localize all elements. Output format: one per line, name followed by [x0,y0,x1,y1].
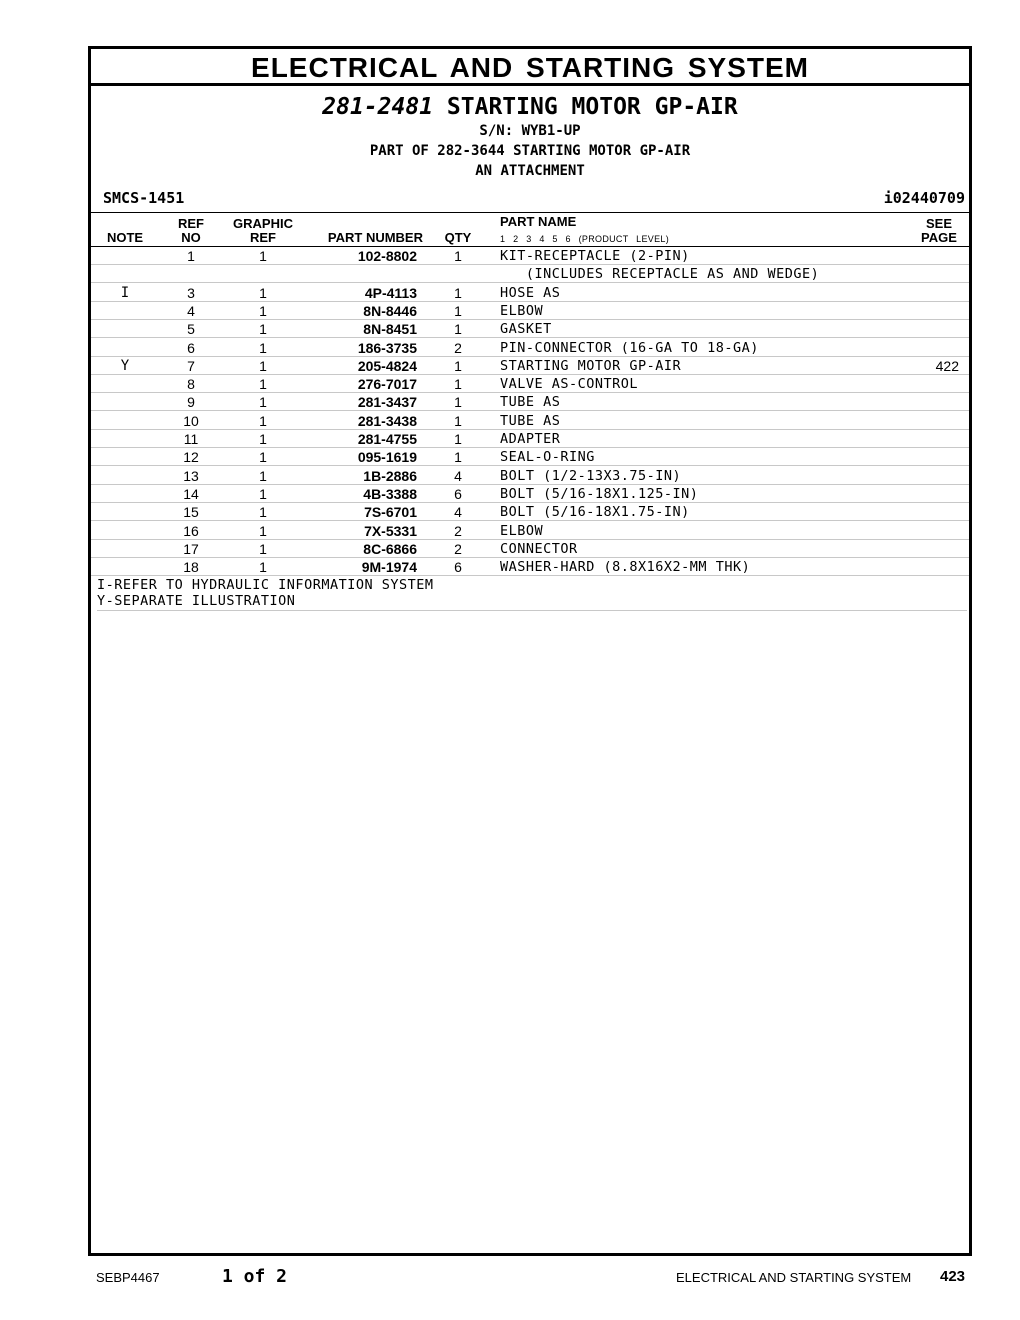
row-part-number: 205-4824 [357,357,417,374]
row-see-page [911,485,959,503]
row-graphic-ref: 1 [259,302,267,319]
row-see-page [911,339,959,357]
row-ref-no: 8 [187,376,195,393]
row-graphic-ref: 1 [259,540,267,557]
row-part-name: ADAPTER [500,431,561,447]
row-part-name: BOLT (5/16-18X1.125-IN) [500,485,699,502]
row-note: Y [120,357,130,374]
row-ref-no: 11 [183,431,199,447]
row-part-name: STARTING MOTOR GP-AIR [500,357,682,374]
row-see-page: 422 [935,357,959,374]
row-part-name: KIT-RECEPTACLE (2-PIN) [500,248,690,264]
row-ref-no: 14 [183,485,199,502]
row-note [101,247,149,265]
row-part-name: (INCLUDES RECEPTACLE AS AND WEDGE) [500,266,820,283]
table-row [91,320,969,338]
row-qty: 1 [454,431,462,447]
row-graphic-ref: 1 [259,357,267,374]
row-qty: 1 [454,394,462,411]
row-see-page [911,522,959,540]
table-row [91,265,969,283]
row-see-page [911,430,959,448]
row-note [101,448,149,466]
row-ref-no [167,265,215,283]
row-note: I [120,284,130,301]
row-see-page [911,558,959,576]
row-part-number [311,265,417,283]
row-note [101,467,149,485]
header-graphic-bottom: REF [250,230,276,245]
header-graphic-top: GRAPHIC [233,216,293,231]
page-frame [88,46,972,1256]
row-part-number: 102-8802 [357,248,417,264]
smcs-code: SMCS-1451 [103,189,185,207]
row-part-name: ELBOW [500,522,544,539]
row-part-name: SEAL-O-RING [500,449,595,466]
row-part-name: BOLT (5/16-18X1.75-IN) [500,504,690,521]
table-row [91,522,969,540]
table-row [91,448,969,466]
illustration-id: i02440709 [883,189,965,207]
row-graphic-ref: 1 [259,248,267,264]
header-note: NOTE [106,230,144,245]
row-see-page [911,302,959,320]
row-part-name: WASHER-HARD (8.8X16X2-MM THK) [500,559,751,576]
row-qty: 6 [454,559,462,576]
row-part-name: BOLT (1/2-13X3.75-IN) [500,467,682,484]
row-note [101,522,149,540]
table-row [91,393,969,411]
table-row [91,375,969,393]
part-of-line: PART OF 282-3644 STARTING MOTOR GP-AIR [369,143,691,159]
row-see-page [911,503,959,521]
attachment-line: AN ATTACHMENT [475,163,585,179]
row-note [101,430,149,448]
row-part-name: PIN-CONNECTOR (16-GA TO 18-GA) [500,339,759,356]
row-see-page [911,448,959,466]
row-ref-no: 5 [187,321,195,338]
row-qty: 6 [454,485,462,502]
row-qty: 1 [454,412,462,429]
row-part-number: 095-1619 [357,449,417,466]
row-ref-no: 17 [183,540,199,557]
row-ref-no: 9 [187,394,195,411]
row-part-name: HOSE AS [500,284,561,301]
table-row [91,302,969,320]
group-title [91,92,969,122]
header-ref-bottom: NO [181,230,201,245]
header-part-name: PART NAME [500,214,577,229]
table-row [91,284,969,302]
table-row [91,357,969,375]
footer-section: ELECTRICAL AND STARTING SYSTEM [676,1270,912,1285]
row-qty: 4 [454,504,462,521]
note-line: Y-SEPARATE ILLUSTRATION [97,593,296,609]
row-part-number: 4P-4113 [364,284,417,301]
row-qty: 2 [454,339,462,356]
row-qty: 1 [454,376,462,393]
row-note [101,503,149,521]
note-line: I-REFER TO HYDRAULIC INFORMATION SYSTEM [97,577,434,593]
row-qty: 1 [454,302,462,319]
row-note [101,339,149,357]
row-note [101,485,149,503]
row-graphic-ref [239,265,287,283]
notes-block [97,577,967,611]
row-part-name: CONNECTOR [500,540,578,557]
row-ref-no: 7 [187,357,195,374]
row-part-name: TUBE AS [500,394,561,411]
row-qty: 1 [454,357,462,374]
table-row [91,503,969,521]
row-ref-no: 6 [187,339,195,356]
row-note [101,375,149,393]
header-product-levels: 1 2 3 4 5 6 (PRODUCT LEVEL) [500,234,669,244]
table-row [91,558,969,576]
row-graphic-ref: 1 [259,431,267,447]
row-note [101,302,149,320]
header-divider [91,212,969,213]
row-part-number: 281-4755 [357,431,417,447]
row-note [101,540,149,558]
row-see-page [911,320,959,338]
row-note [101,265,149,283]
row-ref-no: 1 [187,248,195,264]
row-see-page [911,540,959,558]
row-note [101,412,149,430]
row-graphic-ref: 1 [259,321,267,338]
row-graphic-ref: 1 [259,394,267,411]
row-part-number: 281-3438 [357,412,417,429]
row-qty: 1 [454,321,462,338]
row-graphic-ref: 1 [259,412,267,429]
row-graphic-ref: 1 [259,467,267,484]
row-ref-no: 12 [183,449,199,466]
row-qty: 1 [454,248,462,264]
group-part-number: 281-2481 [322,94,434,120]
row-part-number: 8C-6866 [363,540,417,557]
row-note [101,320,149,338]
group-name: STARTING MOTOR GP-AIR [446,94,738,120]
row-graphic-ref: 1 [259,376,267,393]
row-see-page [911,247,959,265]
row-see-page [911,284,959,302]
header-part-number: PART NUMBER [327,230,423,245]
table-row [91,247,969,265]
row-note [101,558,149,576]
row-part-number: 186-3735 [357,339,417,356]
row-ref-no: 15 [183,504,199,521]
row-part-name: GASKET [500,321,552,338]
row-graphic-ref: 1 [259,449,267,466]
row-part-number: 281-3437 [357,394,417,411]
row-part-number: 276-7017 [357,376,417,393]
row-qty: 2 [454,540,462,557]
footer-page-of: 1 of 2 [222,1266,288,1287]
row-see-page [911,393,959,411]
table-row [91,540,969,558]
row-qty: 2 [454,522,462,539]
table-row [91,430,969,448]
table-row [91,339,969,357]
row-graphic-ref: 1 [259,522,267,539]
row-see-page [911,375,959,393]
row-part-number: 8N-8446 [363,302,417,319]
header-qty: QTY [444,230,472,245]
row-ref-no: 3 [187,284,195,301]
row-note [101,393,149,411]
row-qty: 1 [454,284,462,301]
row-ref-no: 18 [183,559,199,576]
header-ref-top: REF [178,216,204,231]
footer-page-number: 423 [940,1268,966,1285]
row-part-number: 7S-6701 [364,504,417,521]
row-graphic-ref: 1 [259,559,267,576]
row-ref-no: 10 [183,412,199,429]
row-ref-no: 4 [187,302,195,319]
header-see-top: SEE [925,216,952,231]
row-part-number: 4B-3388 [363,485,417,502]
header-see-bottom: PAGE [921,230,957,245]
table-row [91,485,969,503]
row-part-number: 9M-1974 [361,559,417,576]
row-qty: 1 [454,449,462,466]
serial-number: S/N: WYB1-UP [479,123,581,139]
row-part-name: ELBOW [500,302,544,319]
row-qty [441,265,475,283]
row-see-page [911,467,959,485]
section-title: ELECTRICAL AND STARTING SYSTEM [91,49,969,86]
footer-doc-number: SEBP4467 [96,1270,160,1285]
row-part-number: 8N-8451 [363,321,417,338]
row-part-name: VALVE AS-CONTROL [500,376,639,393]
row-see-page [911,412,959,430]
row-ref-no: 13 [183,467,199,484]
row-part-number: 1B-2886 [363,467,417,484]
row-graphic-ref: 1 [259,339,267,356]
row-part-name: TUBE AS [500,412,561,429]
row-graphic-ref: 1 [259,485,267,502]
table-row [91,412,969,430]
table-row [91,467,969,485]
row-qty: 4 [454,467,462,484]
row-see-page [911,265,959,283]
row-graphic-ref: 1 [259,284,267,301]
row-part-number: 7X-5331 [364,522,417,539]
row-ref-no: 16 [183,522,199,539]
row-graphic-ref: 1 [259,504,267,521]
